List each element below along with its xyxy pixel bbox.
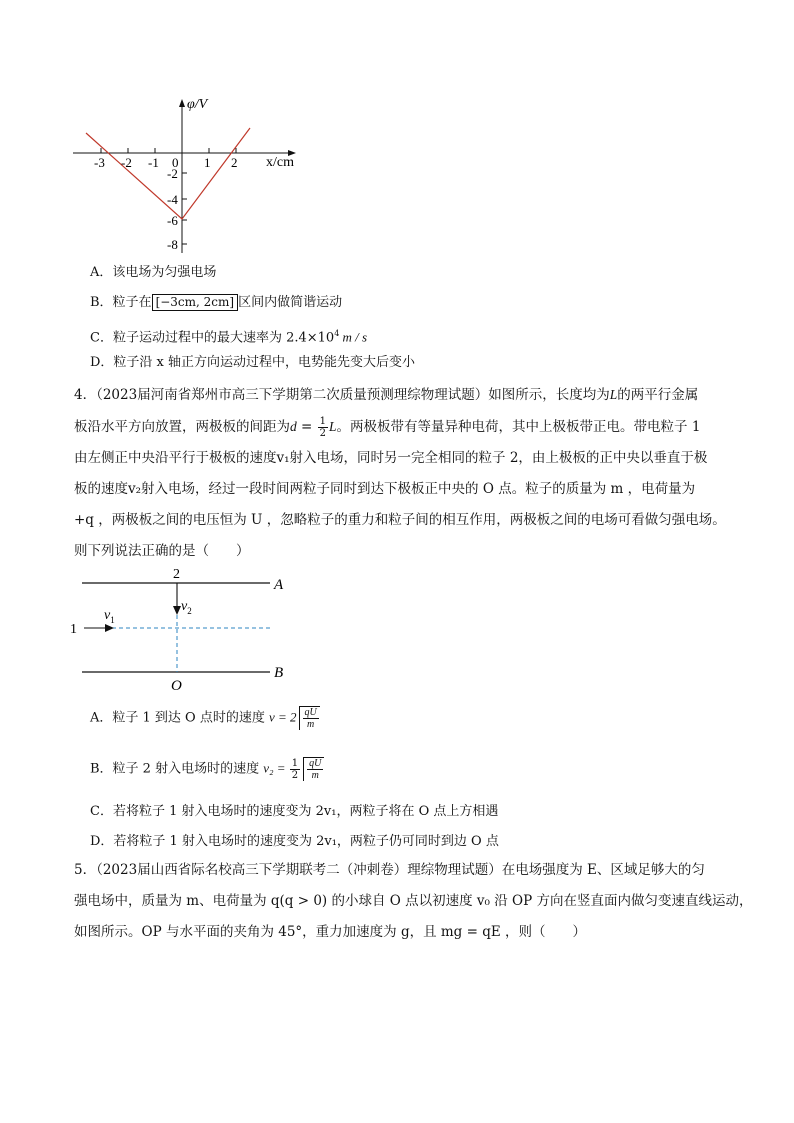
q4-line-1: 4．（2023届河南省郑州市高三下学期第二次质量预测理综物理试题）如图所示，长度均为L的两平行金属 bbox=[74, 387, 699, 403]
x-tick-label: -1 bbox=[148, 155, 159, 170]
v2-arrowhead bbox=[173, 606, 181, 615]
x-tick-label: -2 bbox=[121, 155, 132, 170]
x-tick-label: 1 bbox=[204, 155, 211, 170]
q4-line-6: 则下列说法正确的是（ ） bbox=[74, 543, 250, 559]
q4-option-a[interactable]: A．粒子 1 到达 O 点时的速度 v = 2 $\frac{qU}{m}$ bbox=[90, 706, 320, 730]
point-o-label: O bbox=[171, 678, 182, 694]
q3-option-b[interactable]: B．粒子在 [−3cm, 2cm] 区间内做简谐运动 bbox=[90, 295, 343, 310]
x-axis-label: x/cm bbox=[266, 155, 294, 170]
q4-line-3: 由左侧正中央沿平行于极板的速度v₁射入电场，同时另一完全相同的粒子 2，由上极板的正中央以垂直于极 bbox=[74, 450, 708, 466]
x-tick-label: 0 bbox=[172, 155, 179, 170]
q4-option-c[interactable]: C．若将粒子 1 射入电场时的速度变为 2v₁，两粒子将在 O 点上方相遇 bbox=[90, 804, 499, 819]
potential-graph bbox=[70, 88, 310, 258]
q4-line-5: +q ，两极板之间的电压恒为 U ，忽略粒子的重力和粒子间的相互作用，两极板之间的电场可看做匀强电场。 bbox=[74, 512, 726, 528]
v1-arrowhead bbox=[105, 624, 114, 632]
q5-line-1: 5．（2023届山西省际名校高三下学期联考二（冲刺卷）理综物理试题）在电场强度为 E、区域足够大的匀 bbox=[74, 862, 705, 878]
q4-option-d[interactable]: D．若将粒子 1 射入电场时的速度变为 2v₁，两粒子仍可同时到边 O 点 bbox=[90, 834, 499, 849]
y-axis-arrow bbox=[179, 99, 185, 107]
parallel-plates-figure bbox=[66, 563, 306, 698]
y-tick-label: -4 bbox=[167, 192, 178, 207]
q3-option-d[interactable]: D．粒子沿 x 轴正方向运动过程中，电势能先变大后变小 bbox=[90, 355, 416, 370]
interval-box: [−3cm, 2cm] bbox=[152, 294, 239, 311]
particle-1-label: 1 bbox=[70, 622, 77, 637]
q3-option-a[interactable]: A．该电场为匀强电场 bbox=[90, 265, 217, 280]
q3-option-c[interactable]: C．粒子运动过程中的最大速率为 $2.4\times 10^4$ m / s bbox=[90, 329, 368, 346]
q4-option-b[interactable]: B．粒子 2 射入电场时的速度 v₂ = $\frac{1}{2}$ $\frac{qU}{m}$ bbox=[90, 757, 324, 781]
question-5 bbox=[74, 855, 753, 948]
y-tick-marks bbox=[182, 173, 187, 244]
y-tick-label: -8 bbox=[167, 237, 178, 252]
y-tick-label: -6 bbox=[167, 213, 178, 228]
plate-b-label: B bbox=[274, 665, 284, 681]
v2-label: $v_2$ bbox=[181, 599, 192, 616]
question-4 bbox=[74, 379, 724, 567]
x-tick-label: 2 bbox=[231, 155, 238, 170]
y-axis-label: φ/V bbox=[187, 97, 208, 112]
q5-line-3: 如图所示。OP 与水平面的夹角为 45°，重力加速度为 g，且 mg = qE ，则（ ） bbox=[74, 924, 587, 940]
v1-label: $v_1$ bbox=[104, 608, 115, 625]
y-tick-label: -2 bbox=[167, 166, 178, 181]
q4-line-4: 板的速度v₂射入电场，经过一段时间两粒子同时到达下极板正中央的 O 点。粒子的质量为 m ，电荷量为 bbox=[74, 481, 696, 497]
plate-a-label: A bbox=[274, 577, 284, 593]
x-tick-marks bbox=[101, 148, 236, 153]
x-tick-label: -3 bbox=[94, 155, 105, 170]
q5-line-2: 强电场中，质量为 m、电荷量为 q(q > 0) 的小球自 O 点以初速度 v₀ 沿 OP 方向在竖直面内做匀变速直线运动， bbox=[74, 893, 753, 909]
q4-line-2: 板沿水平方向放置，两极板的间距为d = $\frac{1}{2}$ L。两极板带有等量异种电荷，其中上极板带正电。带电粒子 1 bbox=[74, 416, 701, 439]
particle-2-label: 2 bbox=[173, 567, 180, 582]
